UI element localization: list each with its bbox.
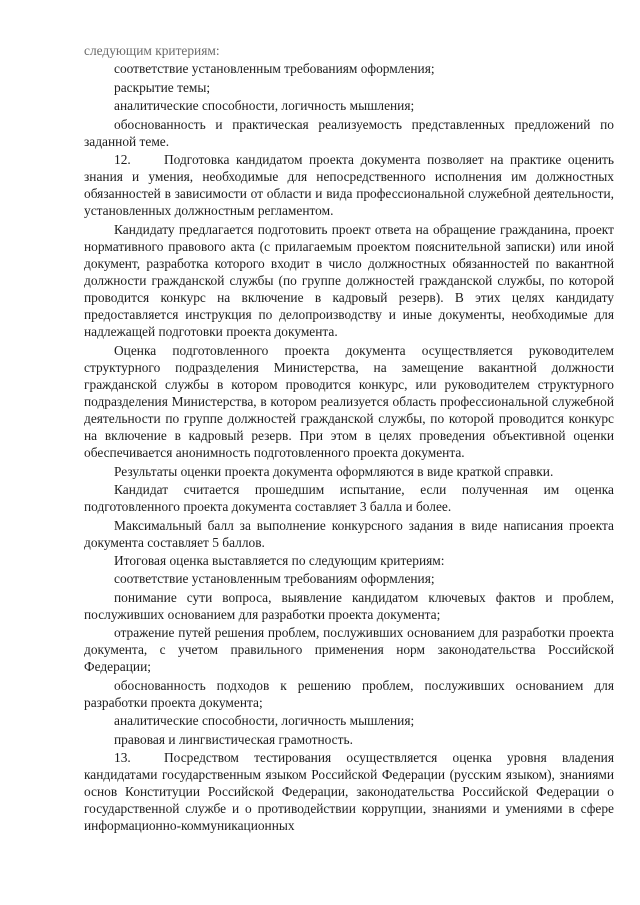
paragraph-text: Кандидату предлагается подготовить проект ответа на обращение гражданина, проект нормативного правового акта (с прилагаемым проектом пояснительной записки) или иной документ, разработка которого входит в число должностных обязанностей по вакантной должности гражданской службы (по группе должностей гражданской службы, по которой проводится конкурс на включение в кадровый резерв). В этих целях кандидату предоставляется инструкция по делопроизводству и иные документы, необходимые для надлежащей подготовки проекта документа. bbox=[84, 221, 614, 340]
paragraph bbox=[84, 463, 614, 480]
paragraph-number: 13. bbox=[114, 750, 131, 766]
paragraph-text: Максимальный балл за выполнение конкурсного задания в виде написания проекта документа составляет 5 баллов. bbox=[84, 517, 614, 550]
paragraph bbox=[84, 570, 614, 587]
paragraph bbox=[84, 677, 614, 711]
paragraph bbox=[84, 342, 614, 462]
paragraph bbox=[84, 221, 614, 341]
paragraph bbox=[84, 116, 614, 150]
paragraph-text: обоснованность и практическая реализуемость представленных предложений по заданной теме. bbox=[84, 116, 614, 149]
paragraph-text: следующим критериям: bbox=[84, 43, 220, 58]
paragraph bbox=[84, 589, 614, 623]
numbered-paragraph bbox=[84, 151, 614, 219]
paragraph-text: Результаты оценки проекта документа оформляются в виде краткой справки. bbox=[114, 463, 554, 479]
paragraph bbox=[84, 552, 614, 569]
paragraph-text: обоснованность подходов к решению проблем, послуживших основанием для разработки проекта документа; bbox=[84, 677, 614, 710]
paragraph bbox=[84, 97, 614, 114]
paragraph-text: Кандидат считается прошедшим испытание, если полученная им оценка подготовленного проекта документа составляет 3 балла и более. bbox=[84, 482, 614, 515]
paragraph-text: Подготовка кандидатом проекта документа позволяет на практике оценить знания и умения, необходимые для непосредственного исполнения им должностных обязанностей в зависимости от области и вида профессиональной служебной деятельности, установленных должностным регламентом. bbox=[84, 152, 614, 219]
paragraph-text: Итоговая оценка выставляется по следующим критериям: bbox=[114, 552, 445, 568]
paragraph bbox=[84, 79, 614, 96]
paragraph-text: Посредством тестирования осуществляется оценка уровня владения кандидатами государственным языком Российской Федерации (русским языком), знаниями основ Конституции Российской Федерации, законодательства Российской Федерации о государственной службе и о противодействии коррупции, знаниями и умениями в сфере информационно-коммуникационных bbox=[84, 750, 614, 834]
paragraph bbox=[84, 731, 614, 748]
paragraph bbox=[84, 517, 614, 551]
paragraph-text: Оценка подготовленного проекта документа осуществляется руководителем структурного подразделения Министерства, на замещение вакантной должности гражданской службы в котором проводится конкурс, или руководителем структурного подразделения Министерства, в котором реализуется область профессиональной служебной деятельности по группе должностей гражданской службы, по которой проводится конкурс на включение в кадровый резерв. При этом в целях проведения объективной оценки обеспечивается анонимность подготовленного проекта документа. bbox=[84, 342, 614, 461]
paragraph-text: аналитические способности, логичность мышления; bbox=[114, 713, 415, 729]
numbered-paragraph bbox=[84, 749, 614, 834]
paragraph-text: раскрытие темы; bbox=[114, 79, 211, 95]
paragraph bbox=[84, 60, 614, 77]
paragraph-text: отражение путей решения проблем, послуживших основанием для разработки проекта документа, с учетом правильного применения норм законодательства Российской Федерации; bbox=[84, 625, 614, 675]
paragraph bbox=[84, 481, 614, 515]
paragraph bbox=[84, 712, 614, 729]
paragraph-text: правовая и лингвистическая грамотность. bbox=[114, 731, 353, 747]
paragraph-text: аналитические способности, логичность мышления; bbox=[114, 98, 415, 114]
paragraph-text: соответствие установленным требованиям оформления; bbox=[114, 61, 435, 77]
paragraph-text: понимание сути вопроса, выявление кандидатом ключевых фактов и проблем, послуживших основанием для разработки проекта документа; bbox=[84, 589, 614, 622]
paragraph-text: соответствие установленным требованиям оформления; bbox=[114, 571, 435, 587]
paragraph bbox=[84, 624, 614, 675]
paragraph bbox=[84, 42, 614, 59]
paragraph-number: 12. bbox=[114, 152, 131, 168]
